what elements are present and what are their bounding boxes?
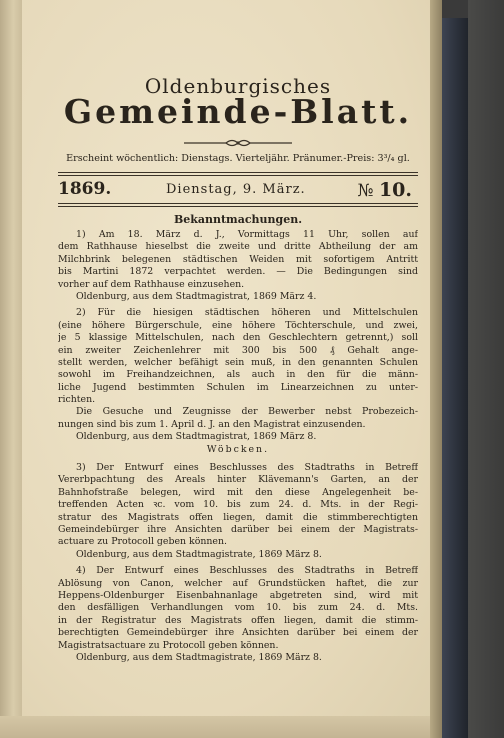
masthead-title: Gemeinde-Blatt. — [63, 92, 413, 131]
notices-body — [58, 229, 418, 664]
notice4-line: den desfälligen Verhandlungen vom 10. bis zum 24. d. Mts. — [58, 602, 418, 614]
notice3-line: stratur des Magistrats offen liegen, damit die stimmberechtigten — [58, 511, 418, 523]
section-heading: Bekanntmachungen. — [173, 213, 303, 226]
notice1-line: 1) Am 18. März d. J., Vormittags 11 Uhr, sollen auf — [76, 229, 418, 240]
bottom-rule-thin — [58, 206, 418, 207]
notice4-line: Magistratsactuare zu Protocoll geben können. — [58, 639, 279, 651]
issue-number-value: 10. — [378, 179, 412, 201]
notice2-line: Die Gesuche und Zeugnisse der Bewerber nebst Probezeich- — [76, 406, 418, 418]
notice4-line: Ablösung von Canon, welcher auf Grundstücken haftet, die zur — [58, 577, 418, 589]
notice3-signature: Oldenburg, aus dem Stadtmagistrate, 1869 März 8. — [76, 548, 322, 560]
top-rule-thin — [58, 175, 418, 176]
notice3-line: actuare zu Protocoll geben können. — [58, 536, 228, 548]
notice2-line: liche Jugend bestimmten Schulen im Linearzeichnen zu unter- — [58, 381, 418, 393]
notice2-line: stellt werden, welcher befähigt sein muß, in den genannten Schulen — [58, 356, 418, 368]
notice2-signatory: Wöbcken. — [206, 443, 270, 455]
notice3-line: treffenden Acten ꝛc. vom 10. bis zum 24. d. Mts. in der Regi- — [58, 499, 418, 511]
notice1-line: Milchbrink belegenen städtischen Weiden mit sofortigem Antritt — [58, 253, 418, 265]
notice1-line: dem Rathhause hieselbst die zweite und dritte Abtheilung der am — [58, 241, 418, 253]
book-cover-edge — [442, 18, 468, 738]
notice2-signature: Oldenburg, aus dem Stadtmagistrat, 1869 März 8. — [76, 431, 317, 443]
ornament-divider — [178, 138, 298, 148]
notice1-signature: Oldenburg, aus dem Stadtmagistrat, 1869 März 4. — [76, 290, 317, 302]
notice2-line: sowohl im Freihandzeichnen, als auch in den für die männ- — [58, 369, 418, 381]
binding-gutter — [430, 0, 442, 738]
notice3-line: 3) Der Entwurf eines Beschlusses des Stadtraths in Betreff — [76, 462, 418, 474]
number-sign: № — [357, 181, 374, 201]
notice2-line: 2) Für die hiesigen städtischen höheren und Mittelschulen — [76, 307, 418, 319]
masthead-line-1: Oldenburgisches — [144, 74, 332, 98]
dateline — [58, 179, 418, 201]
left-page-edge — [0, 0, 22, 738]
notice2-line: richten. — [58, 394, 96, 406]
notice3-line: Vererbpachtung des Areals hinter Klävemann's Garten, an der — [58, 474, 418, 486]
notice4-signature: Oldenburg, aus dem Stadtmagistrate, 1869 März 8. — [76, 651, 322, 663]
top-rule — [58, 172, 418, 173]
notice1-line: vorher auf dem Rathhause einzusehen. — [58, 278, 245, 290]
bottom-rule — [58, 203, 418, 204]
issue-date: Dienstag, 9. März. — [166, 182, 306, 197]
subscription-info: Erscheint wöchentlich: Dienstags. Vierteljähr. Pränumer.-Preis: 3³/₄ gl. — [66, 153, 410, 164]
issue-year: 1869. — [58, 179, 112, 199]
notice4-line: in der Registratur des Magistrats offen liegen, damit die stimm- — [58, 614, 418, 626]
notice3-line: Bahnhofstraße belegen, wird mit den diese Angelegenheit be- — [58, 486, 418, 498]
notice4-line: berechtigten Gemeindebürger ihre Ansichten darüber bei einem der — [58, 627, 418, 639]
issue-number — [357, 179, 412, 201]
notice2-line: ein zweiter Zeichenlehrer mit 300 bis 500 ₰ Gehalt ange- — [58, 344, 418, 356]
page-bottom-edge — [0, 716, 440, 738]
notice2-line: (eine höhere Bürgerschule, eine höhere Töchterschule, und zwei, — [58, 319, 418, 331]
notice4-line: 4) Der Entwurf eines Beschlusses des Stadtraths in Betreff — [76, 565, 418, 577]
notice3-line: Gemeindebürger ihre Ansichten darüber bei einem der Magistrats- — [58, 523, 418, 535]
notice4-line: Heppens-Oldenburger Eisenbahnanlage abgetreten sind, wird mit — [58, 589, 418, 601]
notice2-line: je 5 klassige Mittelschulen, nach den Geschlechtern getrennt,) soll — [58, 332, 418, 344]
notice2-line: nungen sind bis zum 1. April d. J. an den Magistrat einzusenden. — [58, 418, 366, 430]
book-cover-back — [468, 0, 504, 738]
notice1-line: bis Martini 1872 verpachtet werden. — Die Bedingungen sind — [58, 266, 418, 278]
